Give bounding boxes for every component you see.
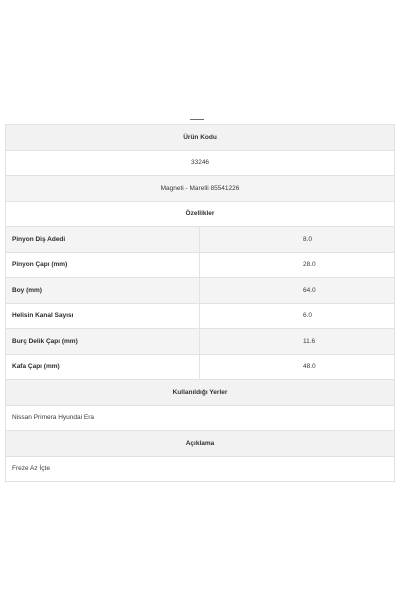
features-header-row <box>6 201 395 227</box>
feature-value: 64.0 <box>303 286 316 294</box>
feature-label: Helisin Kanal Sayısı <box>6 303 200 329</box>
feature-row <box>6 303 395 329</box>
product-code-row <box>6 150 395 176</box>
product-code-header-row <box>6 125 395 151</box>
feature-label: Boy (mm) <box>6 278 200 304</box>
feature-value: 8.0 <box>303 235 313 243</box>
feature-value: 48.0 <box>303 363 316 371</box>
product-code-value: 33246 <box>6 150 395 176</box>
features-header: Özellikler <box>6 201 395 227</box>
used-in-row <box>6 405 395 431</box>
feature-value: 6.0 <box>303 312 313 320</box>
feature-row <box>6 278 395 304</box>
feature-row <box>6 227 395 253</box>
top-divider-mark <box>190 119 204 120</box>
feature-value: 28.0 <box>303 261 316 269</box>
product-reference-row <box>6 176 395 202</box>
feature-label: Pinyon Çapı (mm) <box>6 252 200 278</box>
feature-row <box>6 354 395 380</box>
used-in-value: Nissan Primera Hyundai Era <box>6 405 395 431</box>
description-header-row <box>6 431 395 457</box>
feature-row <box>6 329 395 355</box>
product-reference-value: Magneti - Marelli 85541226 <box>6 176 395 202</box>
feature-label: Kafa Çapı (mm) <box>6 354 200 380</box>
description-row <box>6 456 395 482</box>
product-code-header: Ürün Kodu <box>6 125 395 151</box>
used-in-header: Kullanıldığı Yerler <box>6 380 395 406</box>
feature-row <box>6 252 395 278</box>
product-spec-table <box>5 124 395 482</box>
feature-value: 11.6 <box>303 337 316 345</box>
description-header: Açıklama <box>6 431 395 457</box>
feature-label: Pinyon Diş Adedi <box>6 227 200 253</box>
used-in-header-row <box>6 380 395 406</box>
description-value: Freze Az İçte <box>6 456 395 482</box>
feature-label: Burç Delik Çapı (mm) <box>6 329 200 355</box>
